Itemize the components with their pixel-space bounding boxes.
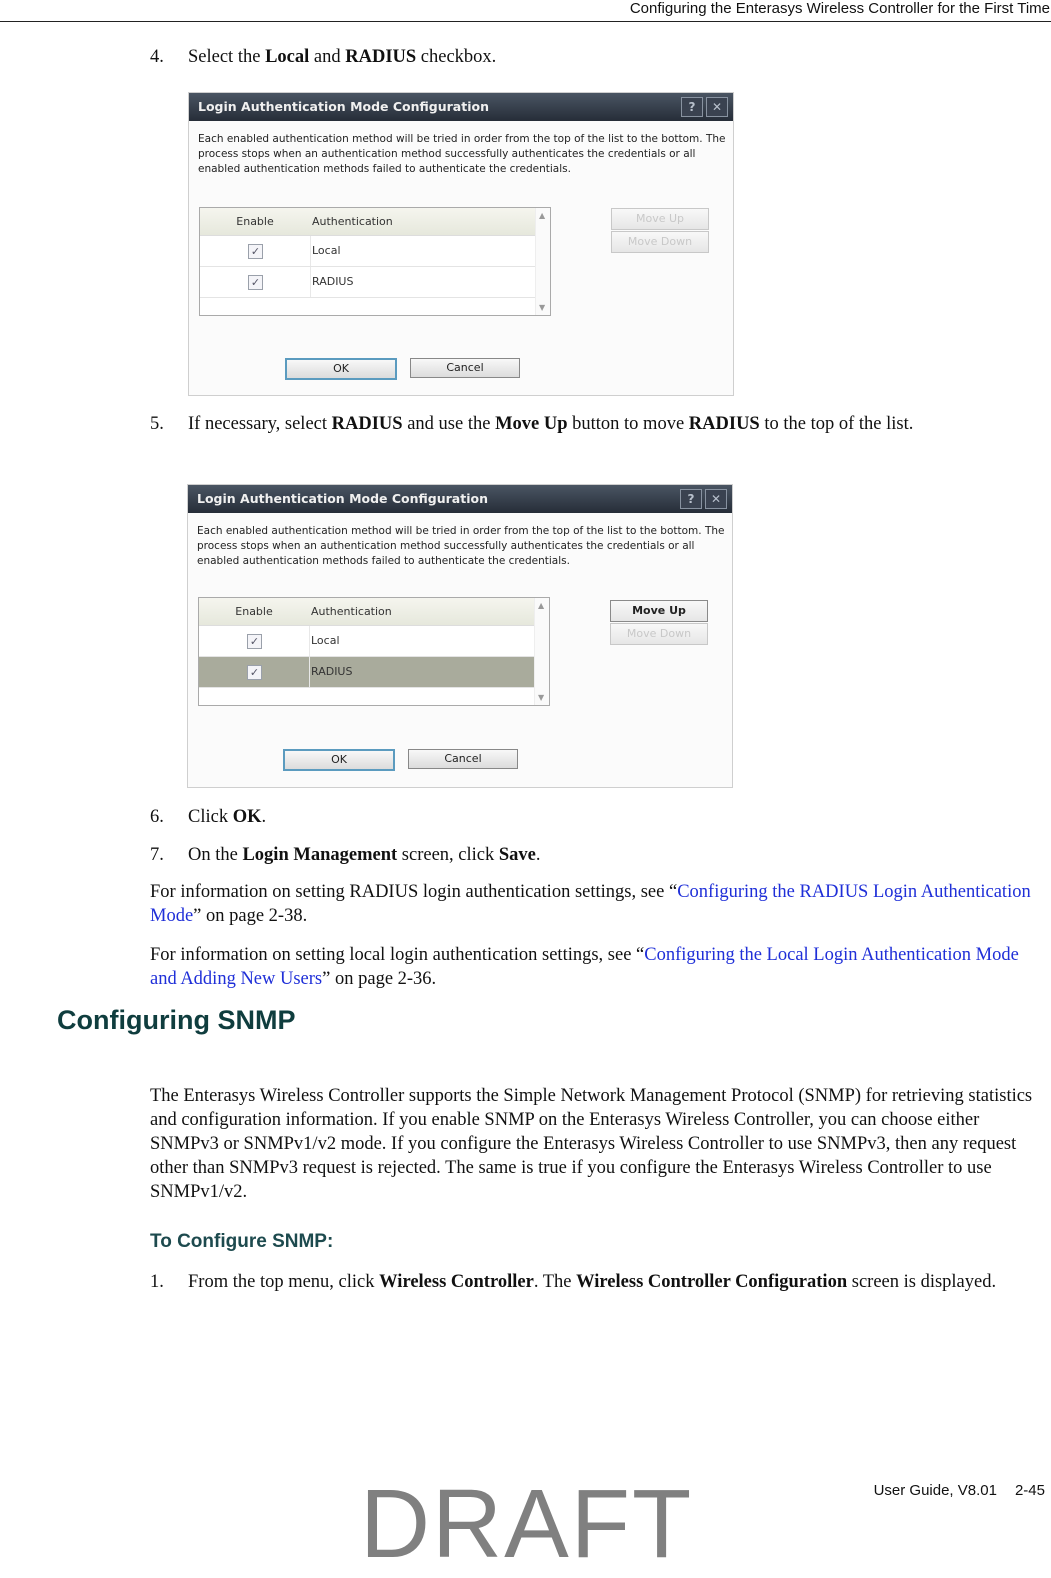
help-icon[interactable]: ? xyxy=(681,97,703,117)
grid-row-radius[interactable] xyxy=(200,267,550,298)
move-down-button[interactable]: Move Down xyxy=(610,623,708,645)
step-text: From the top menu, click Wireless Controller. The Wireless Controller Configuration screen is displayed. xyxy=(188,1272,997,1292)
grid-scrollbar[interactable] xyxy=(534,598,549,705)
grid-row-local[interactable] xyxy=(199,626,549,657)
move-up-button[interactable]: Move Up xyxy=(611,208,709,230)
enable-checkbox[interactable]: ✓ xyxy=(248,275,263,290)
method-label: RADIUS xyxy=(311,665,353,678)
move-down-button[interactable]: Move Down xyxy=(611,231,709,253)
local-mode-link[interactable]: Configuring the Local Login Authentication Mode and Adding New Users xyxy=(150,945,1019,989)
dialog-description: Each enabled authentication method will be tried in order from the top of the list to the bottom. The process stops when an authentication method successfully authenticates the credentials or all enabled authentication methods failed to authenticate the credentials. xyxy=(198,133,726,175)
dialog-title-bar xyxy=(188,485,732,513)
page-number: 2-45 xyxy=(1014,1482,1045,1499)
column-authentication: Authentication xyxy=(312,215,393,228)
step-number: 7. xyxy=(150,845,164,865)
scroll-down-icon[interactable]: ▼ xyxy=(539,303,546,312)
column-enable: Enable xyxy=(235,605,273,618)
grid-row-radius-selected[interactable] xyxy=(199,657,549,688)
login-auth-dialog-1 xyxy=(188,92,734,396)
help-icon[interactable]: ? xyxy=(680,489,702,509)
cancel-button[interactable]: Cancel xyxy=(410,358,520,378)
dialog-title-bar xyxy=(189,93,733,121)
radius-mode-link[interactable]: Configuring the RADIUS Login Authentication Mode xyxy=(150,882,1031,926)
step-text: Click OK. xyxy=(188,807,267,827)
close-icon[interactable]: ✕ xyxy=(706,97,728,117)
column-authentication: Authentication xyxy=(311,605,392,618)
move-up-button[interactable]: Move Up xyxy=(610,600,708,622)
local-reference: For information on setting local login authentication settings, see “Configuring the Local Login Authentication Mode and Adding New Users” on page 2-36. xyxy=(150,945,1019,989)
draft-watermark: DRAFT xyxy=(360,1469,694,1578)
grid-scrollbar[interactable] xyxy=(535,208,550,315)
column-enable: Enable xyxy=(236,215,274,228)
method-label: Local xyxy=(311,634,340,647)
scroll-up-icon[interactable]: ▲ xyxy=(538,601,545,610)
enable-checkbox[interactable]: ✓ xyxy=(247,634,262,649)
ok-button[interactable]: OK xyxy=(285,358,397,380)
scroll-up-icon[interactable]: ▲ xyxy=(539,211,546,220)
close-icon[interactable]: ✕ xyxy=(705,489,727,509)
enable-checkbox[interactable]: ✓ xyxy=(248,244,263,259)
ok-button[interactable]: OK xyxy=(283,749,395,771)
auth-methods-grid xyxy=(198,597,550,706)
grid-row-local[interactable] xyxy=(200,236,550,267)
radius-reference: For information on setting RADIUS login authentication settings, see “Configuring the RADIUS Login Authentication Mode” on page 2-38. xyxy=(150,882,1031,926)
dialog-title: Login Authentication Mode Configuration xyxy=(198,99,489,114)
cancel-button[interactable]: Cancel xyxy=(408,749,518,769)
auth-methods-grid xyxy=(199,207,551,316)
step-text: Select the Local and RADIUS checkbox. xyxy=(188,47,497,67)
procedure-heading: To Configure SNMP: xyxy=(150,1231,334,1252)
grid-header xyxy=(200,208,550,236)
enable-checkbox[interactable]: ✓ xyxy=(247,665,262,680)
running-header: Configuring the Enterasys Wireless Controller for the First Time xyxy=(0,0,1051,22)
dialog-description: Each enabled authentication method will be tried in order from the top of the list to the bottom. The process stops when an authentication method successfully authenticates the credentials or all enabled authentication methods failed to authenticate the credentials. xyxy=(197,525,725,567)
page-footer xyxy=(874,1482,1045,1499)
login-auth-dialog-2 xyxy=(187,484,733,788)
scroll-down-icon[interactable]: ▼ xyxy=(538,693,545,702)
step-number: 1. xyxy=(150,1272,164,1292)
guide-version: User Guide, V8.01 xyxy=(873,1482,997,1499)
step-text: On the Login Management screen, click Save. xyxy=(188,845,541,865)
grid-header xyxy=(199,598,549,626)
step-number: 5. xyxy=(150,414,164,434)
step-number: 6. xyxy=(150,807,164,827)
snmp-intro: The Enterasys Wireless Controller supports the Simple Network Management Protocol (SNMP) for retrieving statistics and configuration information. If you enable SNMP on the Enterasys Wireless Controller, you can choose either SNMPv3 or SNMPv1/v2 mode. If you configure the Enterasys Wireless Controller to use SNMPv3, then any request other than SNMPv3 request is rejected. The same is true if you configure the Enterasys Wireless Controller to use SNMPv1/v2. xyxy=(150,1086,1033,1202)
method-label: RADIUS xyxy=(312,275,354,288)
method-label: Local xyxy=(312,244,341,257)
section-heading: Configuring SNMP xyxy=(57,1005,296,1035)
dialog-title: Login Authentication Mode Configuration xyxy=(197,491,488,506)
step-number: 4. xyxy=(150,47,164,67)
step-text: If necessary, select RADIUS and use the Move Up button to move RADIUS to the top of the list. xyxy=(188,414,914,434)
